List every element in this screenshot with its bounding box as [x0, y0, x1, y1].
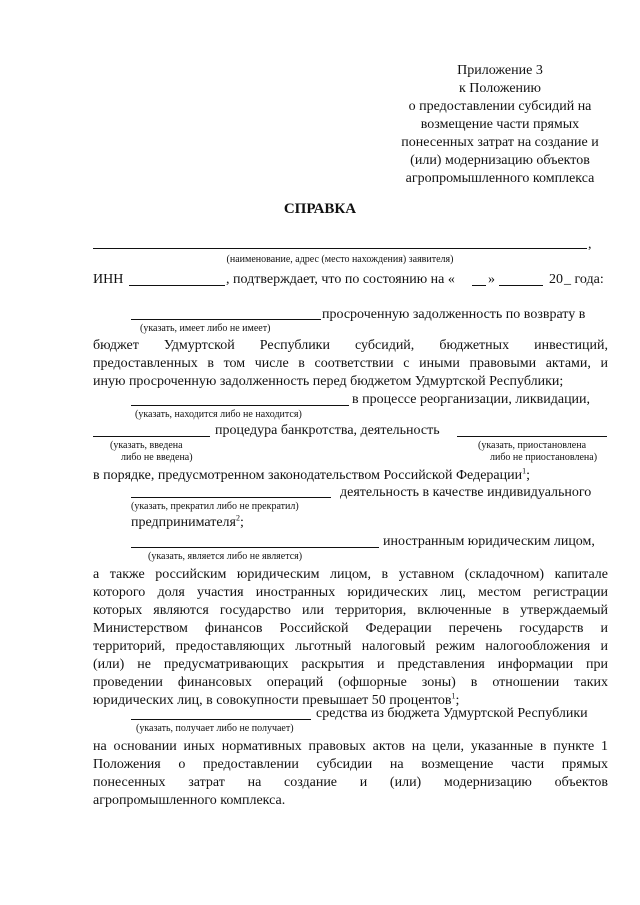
bankruptcy-caption-right: либо не приостановлена)	[490, 452, 598, 463]
inn-text: , подтверждает, что по состоянию на «	[226, 272, 455, 287]
foreign-para-line: Министерством финансов Российской Федерации перечень государств и	[93, 621, 608, 636]
entrepreneur-line1: деятельность в качестве индивидуального	[340, 485, 592, 500]
debt-field[interactable]	[131, 319, 321, 320]
appendix-line: Приложение 3	[457, 63, 543, 78]
foreign-para-line: проведении финансовых операций (офшорные зоны) в отношении таких	[93, 675, 608, 690]
foreign-para-last: юридических лиц, в совокупности превышает 50 процентов$^1$;	[93, 691, 460, 708]
suspension-field[interactable]	[457, 436, 607, 437]
appendix-line: возмещение части прямых	[420, 117, 580, 132]
foreign-field[interactable]	[131, 547, 379, 548]
appendix-line: о предоставлении субсидий на	[408, 99, 592, 114]
foreign-line1: иностранным юридическим лицом,	[383, 534, 595, 549]
bankruptcy-line1: процедура банкротства, деятельность	[215, 423, 440, 438]
debt-para-line: бюджет Удмуртской Республики субсидий, бюджетных инвестиций,	[93, 338, 608, 353]
inn-quote-close: »	[488, 272, 495, 287]
funds-field[interactable]	[131, 719, 311, 720]
debt-caption: (указать, имеет либо не имеет)	[140, 323, 271, 334]
footnote-marker: 1	[522, 466, 527, 476]
appendix-line: понесенных затрат на создание и	[401, 135, 599, 150]
bankruptcy-caption-left: (указать, введена	[110, 440, 183, 451]
entrepreneur-line2: предпринимателя$^2$;	[131, 513, 244, 530]
foreign-para-line: которого доля участия иностранных юридических лиц, местом регистрации	[93, 585, 608, 600]
inn-year-prefix: 20	[549, 272, 563, 287]
foreign-para-line: территорий, предоставляющих льготный налоговый режим налогообложения и	[93, 639, 608, 654]
debt-para-last: иную просроченную задолженность перед бюджетом Удмуртской Республики;	[93, 374, 564, 389]
foreign-para-line: (или) не предусматривающих раскрытия и представления информации при	[93, 657, 608, 672]
bankruptcy-caption-right: (указать, приостановлена	[478, 440, 587, 451]
appendix-line: к Положению	[458, 81, 541, 96]
reorg-caption: (указать, находится либо не находится)	[135, 409, 302, 420]
debt-line1: просроченную задолженность по возврату в	[322, 307, 586, 322]
reorg-line1: в процессе реорганизации, ликвидации,	[352, 392, 591, 407]
bankruptcy-field[interactable]	[93, 436, 210, 437]
reorg-field[interactable]	[131, 405, 349, 406]
inn-year-suffix: _ года:	[564, 272, 604, 287]
applicant-field[interactable]	[93, 248, 587, 249]
foreign-caption: (указать, является либо не является)	[148, 551, 303, 562]
inn-label: ИНН	[93, 272, 124, 287]
foreign-para-line: которых являются государство или территория, включенные в утверждаемый	[93, 603, 608, 618]
foreign-para-line: а также российским юридическим лицом, в уставном (складочном) капитале	[93, 567, 608, 582]
applicant-caption: (наименование, адрес (место нахождения) заявителя)	[226, 254, 454, 265]
funds-para-line: Положения о предоставлении субсидии на возмещение части прямых	[93, 757, 608, 772]
footnote-marker: 2	[236, 513, 240, 523]
inn-field[interactable]	[129, 285, 225, 286]
footnote-marker: 1	[451, 691, 456, 701]
bankruptcy-line2: в порядке, предусмотренном законодательством Российской Федерации$^1$;	[93, 466, 530, 483]
debt-para-line: предоставленных в том числе в соответствии с иными правовыми актами, и	[93, 356, 608, 371]
funds-para-last: агропромышленного комплекса.	[93, 793, 286, 808]
bankruptcy-caption-left: либо не введена)	[121, 452, 193, 463]
document-title: СПРАВКА	[283, 201, 357, 217]
appendix-line: (или) модернизацию объектов	[410, 153, 590, 168]
entrepreneur-field[interactable]	[131, 497, 331, 498]
appendix-line: агропромышленного комплекса	[405, 171, 595, 186]
funds-caption: (указать, получает либо не получает)	[136, 723, 294, 734]
day-field[interactable]	[472, 285, 486, 286]
funds-line1: средства из бюджета Удмуртской Республики	[316, 706, 588, 721]
applicant-comma: ,	[588, 237, 592, 252]
entrepreneur-caption: (указать, прекратил либо не прекратил)	[131, 501, 299, 512]
funds-para-line: на основании иных нормативных правовых актов на цели, указанные в пункте 1	[93, 739, 608, 754]
month-field[interactable]	[499, 285, 543, 286]
funds-para-line: понесенных затрат на создание и (или) модернизацию объектов	[93, 775, 608, 790]
